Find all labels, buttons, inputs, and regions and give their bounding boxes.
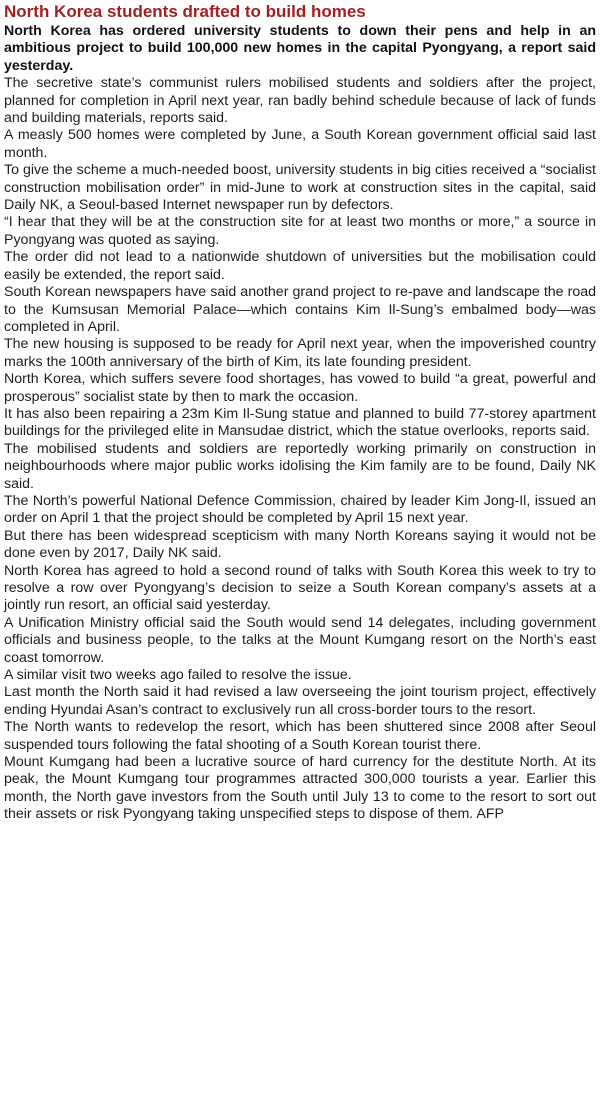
article-paragraph: The mobilised students and soldiers are reportedly working primarily on construction in neighbourhoods where major public works idolising the Kim family are to be found, Daily NK said. [4, 440, 596, 492]
article-paragraph: South Korean newspapers have said another grand project to re-pave and landscape the road to the Kumsusan Memorial Palace—which contains Kim Il-Sung’s embalmed body—was completed in April. [4, 284, 596, 335]
article-paragraph: To give the scheme a much-needed boost, university students in big cities received a “socialist construction mobilisation order” in mid-June to work at construction sites in the capital, said Daily NK, a Seoul-based Internet newspaper run by defectors. [4, 162, 596, 214]
article-paragraph: A Unification Ministry official said the South would send 14 delegates, including government officials and business people, to the talks at the Mount Kumgang resort on the North’s east coast tomorrow. [4, 614, 596, 666]
article-paragraph: The North wants to redevelop the resort, which has been shuttered since 2008 after Seoul suspended tours following the fatal shooting of a South Korean tourist there. [4, 719, 596, 753]
article-paragraph: Last month the North said it had revised a law overseeing the joint tourism project, effectively ending Hyundai Asan’s contract to exclusively run all cross-border tours to the resort. [4, 684, 596, 718]
article-paragraph: The new housing is supposed to be ready for April next year, when the impoverished country marks the 100th anniversary of the birth of Kim, its late founding president. [4, 336, 596, 370]
article-headline: North Korea students drafted to build homes [4, 2, 366, 21]
article-paragraph: The secretive state’s communist rulers mobilised students and soldiers after the project, planned for completion in April next year, ran badly behind schedule because of lack of funds and building materials, reports said. [4, 75, 596, 127]
article-paragraph: “I hear that they will be at the construction site for at least two months or more,” a source in Pyongyang was quoted as saying. [4, 214, 596, 248]
article-paragraph: The order did not lead to a nationwide shutdown of universities but the mobilisation could easily be extended, the report said. [4, 249, 596, 283]
article-lead: North Korea has ordered university students to down their pens and help in an ambitious project to build 100,000 new homes in the capital Pyongyang, a report said yesterday. [4, 23, 596, 74]
article-paragraph: But there has been widespread scepticism with many North Koreans saying it would not be done even by 2017, Daily NK said. [4, 527, 596, 562]
article-paragraph: The North’s powerful National Defence Commission, chaired by leader Kim Jong-Il, issued an order on April 1 that the project should be completed by April 15 next year. [4, 492, 596, 527]
article-body [4, 75, 596, 823]
article-paragraph: Mount Kumgang had been a lucrative source of hard currency for the destitute North. At its peak, the Mount Kumgang tour programmes attracted 300,000 tourists a year. Earlier this month, the North gave investors from the South until July 13 to come to the resort to sort out their assets or risk Pyongyang taking unspecified steps to dispose of them. AFP [4, 754, 596, 823]
article-paragraph: North Korea, which suffers severe food shortages, has vowed to build “a great, powerful and prosperous” socialist state by then to mark the occasion. [4, 371, 596, 405]
article-paragraph: A similar visit two weeks ago failed to resolve the issue. [4, 667, 352, 684]
article-paragraph: A measly 500 homes were completed by June, a South Korean government official said last month. [4, 127, 596, 161]
article-paragraph: It has also been repairing a 23m Kim Il-Sung statue and planned to build 77-storey apartment buildings for the privileged elite in Mansudae district, which the statue overlooks, reports said. [4, 405, 596, 440]
article-paragraph: North Korea has agreed to hold a second round of talks with South Korea this week to try to resolve a row over Pyongyang’s decision to seize a South Korean company’s assets at a jointly run resort, an official said yesterday. [4, 562, 596, 614]
news-article [4, 2, 596, 824]
